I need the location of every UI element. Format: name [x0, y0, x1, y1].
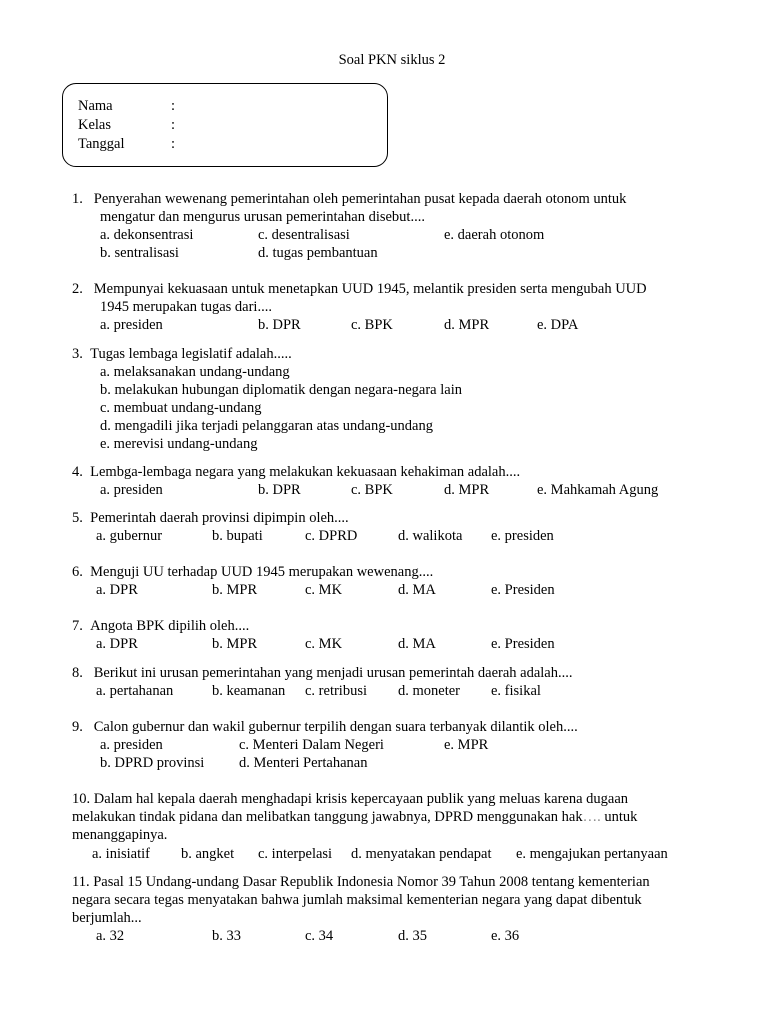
class-colon: :: [171, 117, 176, 133]
q10-option-a: a. inisiatif: [92, 846, 150, 862]
q6-option-b: b. MPR: [212, 582, 258, 598]
name-label: Nama: [78, 98, 113, 114]
q6-option-c: c. MK: [305, 582, 343, 598]
q7-option-c: c. MK: [305, 636, 343, 652]
q11-option-a: a. 32: [96, 928, 125, 944]
q9-option-e: e. MPR: [444, 737, 489, 753]
q4-option-c: c. BPK: [351, 482, 393, 498]
page-title: Soal PKN siklus 2: [338, 52, 446, 68]
q1-option-a: a. dekonsentrasi: [100, 227, 194, 243]
q7-option-b: b. MPR: [212, 636, 258, 652]
q5-stem: 5. Pemerintah daerah provinsi dipimpin oleh....: [72, 510, 349, 526]
q2-option-e: e. DPA: [537, 317, 579, 333]
q11-stem-line3: berjumlah...: [72, 910, 142, 926]
date-colon: :: [171, 136, 176, 152]
q1-stem-line1: 1. Penyerahan wewenang pemerintahan oleh pemerintahan pusat kepada daerah otonom untuk: [72, 191, 627, 207]
q10-option-b: b. angket: [181, 846, 235, 862]
q6-stem: 6. Menguji UU terhadap UUD 1945 merupakan wewenang....: [72, 564, 434, 580]
q8-option-b: b. keamanan: [212, 683, 286, 699]
q9-option-b: b. DPRD provinsi: [100, 755, 205, 771]
q10-option-d: d. menyatakan pendapat: [351, 846, 492, 862]
q2-option-b: b. DPR: [258, 317, 301, 333]
q6-option-d: d. MA: [398, 582, 436, 598]
q1-stem-line2: mengatur dan mengurus urusan pemerintahan disebut....: [100, 209, 425, 225]
q5-option-c: c. DPRD: [305, 528, 358, 544]
q3-stem: 3. Tugas lembaga legislatif adalah.....: [72, 346, 292, 362]
q2-option-d: d. MPR: [444, 317, 490, 333]
q3-option-c: c. membuat undang-undang: [100, 400, 262, 416]
q3-option-d: d. mengadili jika terjadi pelanggaran atas undang-undang: [100, 418, 433, 434]
q7-option-a: a. DPR: [96, 636, 138, 652]
q3-option-b: b. melakukan hubungan diplomatik dengan negara-negara lain: [100, 382, 462, 398]
q10-stem-line2: [72, 808, 637, 826]
q10-stem-line2-text: melakukan tindak pidana dan melibatkan tanggung jawabnya, DPRD menggunakan hak: [72, 809, 583, 825]
q9-option-c: c. Menteri Dalam Negeri: [239, 737, 384, 753]
q8-option-c: c. retribusi: [305, 683, 368, 699]
q10-stem-line2-end: untuk: [600, 809, 638, 825]
q3-option-e: e. merevisi undang-undang: [100, 436, 258, 452]
q11-option-e: e. 36: [491, 928, 520, 944]
q6-option-a: a. DPR: [96, 582, 138, 598]
q10-blank-dots: ….: [582, 809, 601, 825]
q3-option-a: a. melaksanakan undang-undang: [100, 364, 290, 380]
q11-option-b: b. 33: [212, 928, 241, 944]
q9-stem: 9. Calon gubernur dan wakil gubernur terpilih dengan suara terbanyak dilantik oleh....: [72, 719, 578, 735]
q7-option-e: e. Presiden: [491, 636, 555, 652]
q7-option-d: d. MA: [398, 636, 436, 652]
q2-stem-line1: 2. Mempunyai kekuasaan untuk menetapkan UUD 1945, melantik presiden serta mengubah UUD: [72, 281, 647, 297]
q10-option-e: e. mengajukan pertanyaan: [516, 846, 668, 862]
q8-option-e: e. fisikal: [491, 683, 541, 699]
name-colon: :: [171, 98, 176, 114]
q4-option-b: b. DPR: [258, 482, 301, 498]
q10-stem-line1: 10. Dalam hal kepala daerah menghadapi krisis kepercayaan publik yang meluas karena dugaan: [72, 791, 629, 807]
q5-option-d: d. walikota: [398, 528, 463, 544]
q5-option-e: e. presiden: [491, 528, 554, 544]
q11-option-c: c. 34: [305, 928, 334, 944]
q2-stem-line2: 1945 merupakan tugas dari....: [100, 299, 272, 315]
q4-stem: 4. Lembga-lembaga negara yang melakukan kekuasaan kehakiman adalah....: [72, 464, 521, 480]
q11-stem-line1: 11. Pasal 15 Undang-undang Dasar Republik Indonesia Nomor 39 Tahun 2008 tentang kementerian: [72, 874, 650, 890]
q4-option-d: d. MPR: [444, 482, 490, 498]
q1-option-d: d. tugas pembantuan: [258, 245, 378, 261]
q5-option-b: b. bupati: [212, 528, 263, 544]
q8-option-d: d. moneter: [398, 683, 461, 699]
q8-stem: 8. Berikut ini urusan pemerintahan yang menjadi urusan pemerintah daerah adalah....: [72, 665, 573, 681]
q1-option-c: c. desentralisasi: [258, 227, 350, 243]
q8-option-a: a. pertahanan: [96, 683, 174, 699]
q1-option-b: b. sentralisasi: [100, 245, 179, 261]
q11-stem-line2: negara secara tegas menyatakan bahwa jumlah maksimal kementerian negara yang dapat dibentuk: [72, 892, 642, 908]
date-label: Tanggal: [78, 136, 125, 152]
q6-option-e: e. Presiden: [491, 582, 555, 598]
q7-stem: 7. Angota BPK dipilih oleh....: [72, 618, 250, 634]
q10-stem-line3: menanggapinya.: [72, 827, 168, 843]
q4-option-e: e. Mahkamah Agung: [537, 482, 659, 498]
q5-option-a: a. gubernur: [96, 528, 163, 544]
class-label: Kelas: [78, 117, 112, 133]
q11-option-d: d. 35: [398, 928, 427, 944]
q1-option-e: e. daerah otonom: [444, 227, 545, 243]
q4-option-a: a. presiden: [100, 482, 163, 498]
q10-option-c: c. interpelasi: [258, 846, 333, 862]
q2-option-c: c. BPK: [351, 317, 393, 333]
q9-option-d: d. Menteri Pertahanan: [239, 755, 368, 771]
q2-option-a: a. presiden: [100, 317, 163, 333]
identity-box: [62, 83, 388, 167]
q9-option-a: a. presiden: [100, 737, 163, 753]
